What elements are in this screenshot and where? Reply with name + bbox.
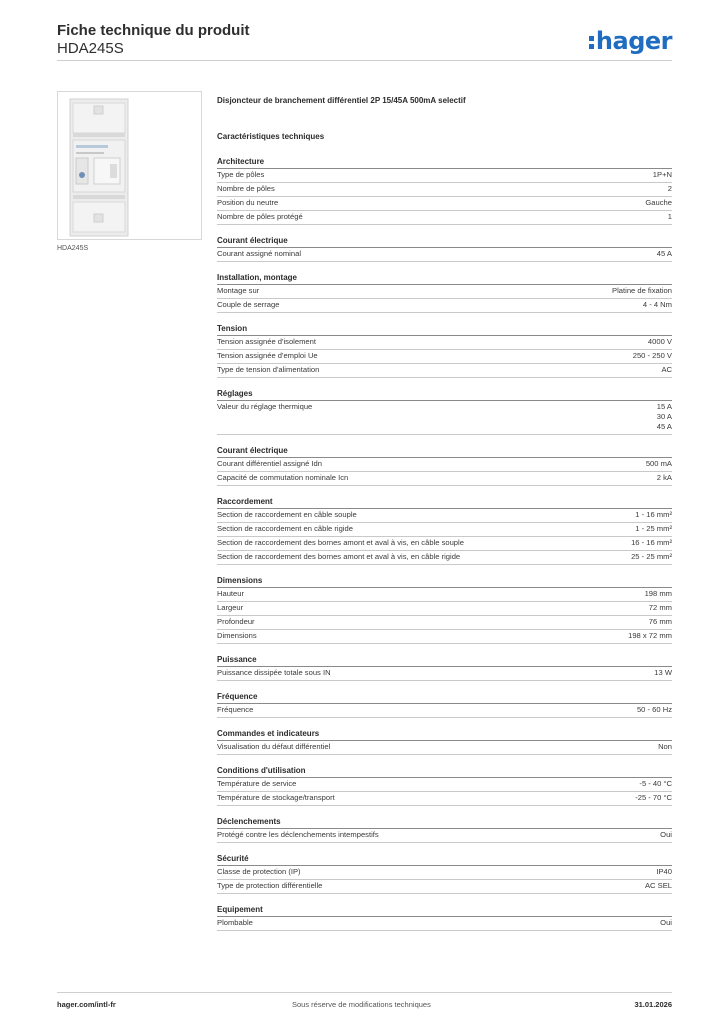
spec-value: -25 - 70 °C [635,793,672,802]
footer-divider [57,992,672,993]
spec-row [217,792,672,806]
section-title: Commandes et indicateurs [217,728,672,741]
spec-section [217,156,672,225]
page-header [57,22,250,58]
spec-section [217,496,672,565]
spec-row [217,588,672,602]
section-title: Courant électrique [217,445,672,458]
spec-value: 2 [667,184,672,193]
spec-row [217,336,672,350]
section-title: Raccordement [217,496,672,509]
spec-label: Température de service [217,779,297,788]
spec-section [217,816,672,843]
section-title: Puissance [217,654,672,667]
spec-value: Non [658,742,672,751]
spec-label: Couple de serrage [217,300,280,309]
spec-label: Nombre de pôles protégé [217,212,303,221]
spec-label: Courant différentiel assigné Idn [217,459,322,468]
circuit-breaker-illustration [58,92,201,239]
page-footer [57,992,672,1012]
spec-value: 25 - 25 mm² [631,552,672,561]
section-title: Dimensions [217,575,672,588]
spec-label: Dimensions [217,631,257,640]
footer-website: hager.com/intl-fr [57,1000,116,1009]
spec-label: Puissance dissipée totale sous IN [217,668,331,677]
spec-section [217,728,672,755]
footer-date: 31.01.2026 [634,1000,672,1009]
spec-label: Classe de protection (IP) [217,867,301,876]
header-divider [57,60,672,61]
spec-row [217,183,672,197]
spec-row [217,616,672,630]
spec-label: Tension assignée d'isolement [217,337,316,346]
product-datasheet [217,96,672,931]
section-title: Réglages [217,388,672,401]
spec-label: Tension assignée d'emploi Ue [217,351,318,360]
spec-label: Plombable [217,918,253,927]
section-title: Déclenchements [217,816,672,829]
spec-section [217,765,672,806]
spec-row [217,364,672,378]
logo-dots-icon [589,33,595,49]
spec-label: Valeur du réglage thermique [217,402,313,411]
spec-row [217,880,672,894]
section-title: Courant électrique [217,235,672,248]
spec-label: Température de stockage/transport [217,793,335,802]
logo-text: hager [595,27,672,55]
spec-row [217,667,672,681]
spec-value: AC SEL [644,881,672,890]
section-title: Tension [217,323,672,336]
spec-section [217,654,672,681]
spec-label: Position du neutre [217,198,279,207]
spec-label: Type de protection différentielle [217,881,323,890]
spec-section [217,575,672,644]
spec-section [217,388,672,435]
spec-row [217,602,672,616]
spec-row [217,866,672,880]
section-title: Installation, montage [217,272,672,285]
spec-value: 198 mm [644,589,672,598]
spec-label: Capacité de commutation nominale Icn [217,473,349,482]
spec-value: 45 A [656,249,672,258]
spec-value: 198 x 72 mm [628,631,672,640]
spec-value: Oui [660,918,672,927]
spec-label: Largeur [217,603,244,612]
spec-label: Profondeur [217,617,255,626]
spec-row [217,299,672,313]
spec-value: 16 - 16 mm² [631,538,672,547]
spec-section [217,445,672,486]
product-reference: HDA245S [57,40,124,57]
spec-row [217,401,672,435]
spec-label: Section de raccordement des bornes amont et aval à vis, en câble souple [217,538,464,547]
spec-section [217,235,672,262]
spec-section [217,691,672,718]
spec-row [217,197,672,211]
spec-value: 4000 V [647,337,672,346]
spec-row [217,741,672,755]
page-title: Fiche technique du produit [57,22,250,39]
spec-value: 4 - 4 Nm [642,300,672,309]
spec-label: Courant assigné nominal [217,249,302,258]
spec-value: 50 - 60 Hz [636,705,672,714]
spec-value: 1P+N [652,170,672,179]
spec-row [217,537,672,551]
spec-row [217,829,672,843]
spec-label: Visualisation du défaut différentiel [217,742,331,751]
spec-value: 13 W [654,668,672,677]
spec-value: IP40 [656,867,672,876]
section-title: Architecture [217,156,672,169]
spec-label: Montage sur [217,286,260,295]
spec-value: 72 mm [648,603,672,612]
product-image [57,91,202,240]
spec-row [217,630,672,644]
spec-value: 1 [667,212,672,221]
spec-row [217,704,672,718]
footer-notice: Sous réserve de modifications techniques [292,1000,431,1009]
spec-label: Type de pôles [217,170,265,179]
spec-label: Section de raccordement en câble souple [217,510,357,519]
spec-row [217,285,672,299]
spec-row [217,211,672,225]
spec-value: 76 mm [648,617,672,626]
spec-row [217,169,672,183]
spec-section [217,323,672,378]
spec-row [217,350,672,364]
section-title: Equipement [217,904,672,917]
spec-label: Fréquence [217,705,254,714]
spec-value: AC [661,365,672,374]
section-title: Conditions d'utilisation [217,765,672,778]
spec-row [217,917,672,931]
spec-value: 500 mA [645,459,672,468]
spec-row [217,551,672,565]
spec-row [217,472,672,486]
spec-value: -5 - 40 °C [639,779,672,788]
spec-sections [217,156,672,931]
spec-value: 250 - 250 V [632,351,672,360]
hager-logo [589,27,672,55]
spec-row [217,778,672,792]
spec-label: Type de tension d'alimentation [217,365,320,374]
spec-row [217,523,672,537]
spec-heading: Caractéristiques techniques [217,132,325,141]
spec-section [217,853,672,894]
section-title: Fréquence [217,691,672,704]
spec-value: Platine de fixation [612,286,672,295]
spec-value: 1 - 16 mm² [635,510,672,519]
spec-value: Oui [660,830,672,839]
spec-label: Section de raccordement en câble rigide [217,524,353,533]
image-caption: HDA245S [57,245,89,252]
spec-label: Protégé contre les déclenchements intempestifs [217,830,379,839]
spec-label: Section de raccordement des bornes amont et aval à vis, en câble rigide [217,552,461,561]
product-description: Disjoncteur de branchement différentiel 2P 15/45A 500mA selectif [217,96,466,105]
spec-value: 15 A 30 A 45 A [656,402,672,431]
spec-section [217,272,672,313]
spec-row [217,248,672,262]
spec-value: 1 - 25 mm² [635,524,672,533]
spec-section [217,904,672,931]
spec-value: Gauche [645,198,672,207]
spec-label: Nombre de pôles [217,184,275,193]
section-title: Sécurité [217,853,672,866]
spec-row [217,458,672,472]
spec-row [217,509,672,523]
spec-value: 2 kA [656,473,672,482]
spec-label: Hauteur [217,589,245,598]
